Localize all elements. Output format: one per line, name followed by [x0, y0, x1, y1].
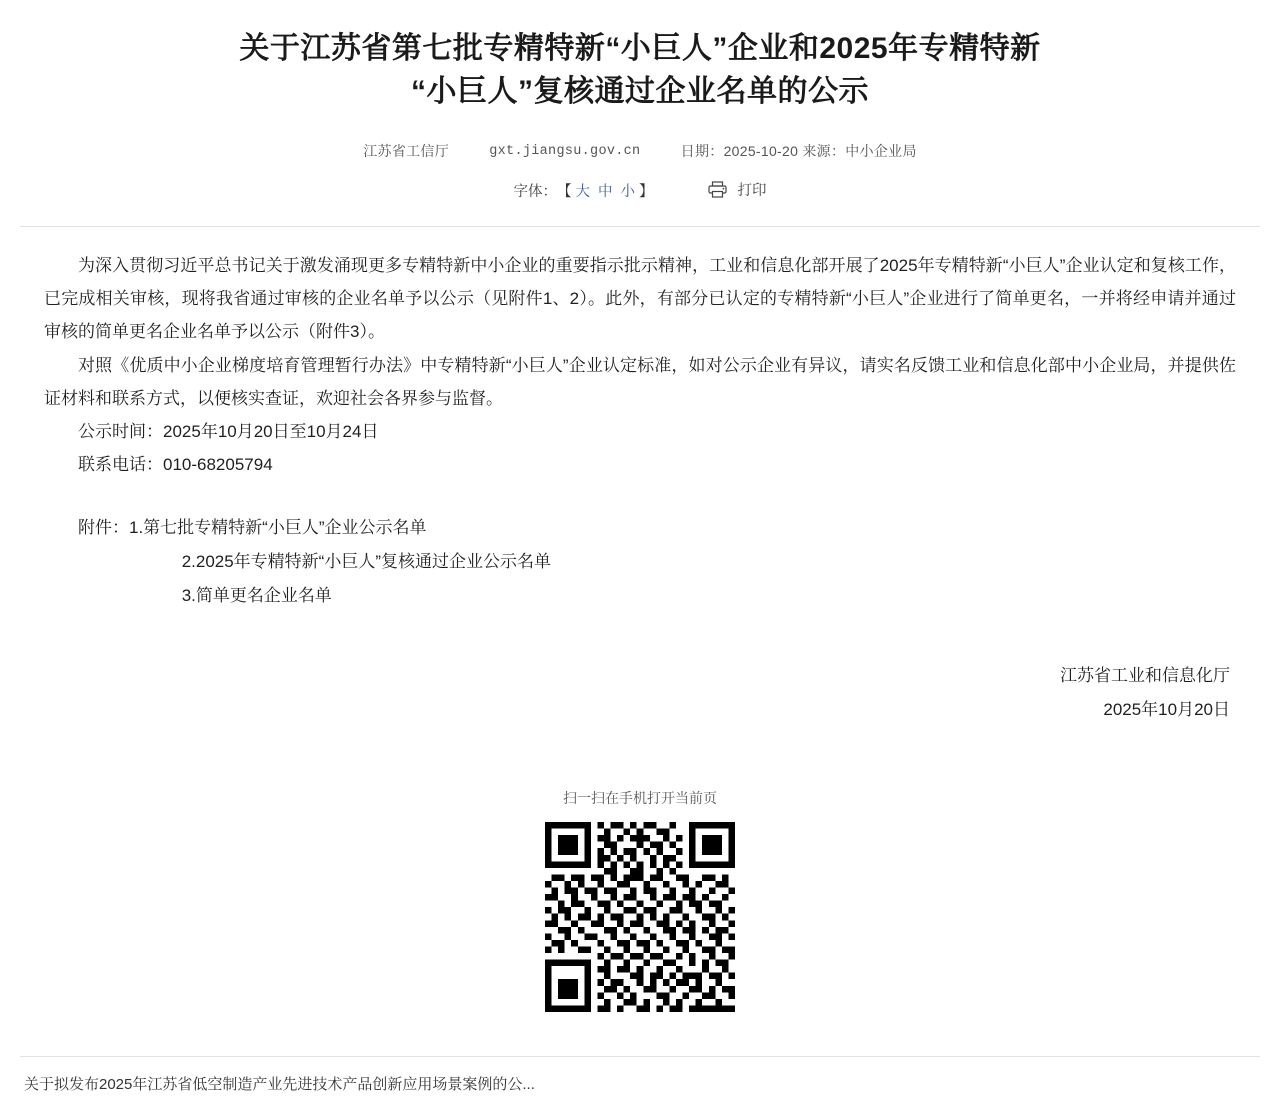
- bracket-left: 【: [556, 184, 572, 201]
- attachments-list: [44, 511, 1236, 613]
- signature-org: 江苏省工业和信息化厅: [1060, 666, 1230, 686]
- font-size-large-button[interactable]: 大: [575, 184, 590, 201]
- printer-icon: [708, 181, 727, 202]
- font-size-options: [557, 180, 654, 201]
- meta-site-url[interactable]: gxt.jiangsu.gov.cn: [489, 143, 641, 159]
- page-title: [100, 28, 1180, 113]
- print-button[interactable]: [708, 179, 767, 202]
- attachment-item-1[interactable]: 附件：1.第七批专精特新“小巨人”企业公示名单: [78, 518, 427, 538]
- qr-caption: 扫一扫在手机打开当前页: [563, 790, 717, 807]
- document-tools: [100, 179, 1180, 202]
- print-label: 打印: [737, 183, 767, 200]
- font-size-label: 字体：: [513, 184, 557, 201]
- title-block: [20, 0, 1260, 202]
- page-title-line-2: “小巨人”复核通过企业名单的公示: [411, 74, 869, 108]
- bracket-right: 】: [638, 184, 654, 201]
- font-size-small-button[interactable]: 小: [620, 184, 635, 201]
- contact-phone: 联系电话：010-68205794: [78, 455, 273, 475]
- attachment-item-2[interactable]: 2.2025年专精特新“小巨人”复核通过企业公示名单: [181, 552, 552, 572]
- meta-department: 江苏省工信厅: [363, 143, 450, 160]
- font-size-medium-button[interactable]: 中: [597, 184, 613, 201]
- signature-date: 2025年10月20日: [1103, 700, 1230, 720]
- notice-time: 公示时间：2025年10月20日至10月24日: [78, 421, 379, 441]
- signature-block: [44, 659, 1236, 727]
- qr-code-image: [545, 822, 735, 1023]
- meta-date-source: 日期：2025-10-20 来源：中小企业局: [680, 143, 917, 160]
- document-meta: [100, 141, 1180, 161]
- qr-block: [44, 785, 1236, 1023]
- body-paragraph-1: 为深入贯彻习近平总书记关于激发涌现更多专精特新中小企业的重要指示批示精神，工业和信息化部开展了2025年专精特新“小巨人”企业认定和复核工作，已完成相关审核，现将我省通过审核的企业名单予以公示（见附件1、2）。此外，有部分已认定的专精特新“小巨人”企业进行了简单更名，一并将经申请并通过审核的简单更名企业名单予以公示（附件3）。: [44, 256, 1236, 342]
- document-body: [20, 227, 1260, 1023]
- related-article-link[interactable]: 关于拟发布2025年江苏省低空制造产业先进技术产品创新应用场景案例的公...: [24, 1076, 535, 1093]
- attachment-item-3[interactable]: 3.简单更名企业名单: [181, 586, 332, 606]
- page-title-line-1: 关于江苏省第七批专精特新“小巨人”企业和2025年专精特新: [239, 32, 1041, 65]
- body-paragraph-2: 对照《优质中小企业梯度培育管理暂行办法》中专精特新“小巨人”企业认定标准，如对公示企业有异议，请实名反馈工业和信息化部中小企业局，并提供佐证材料和联系方式，以便核实查证，欢迎社会各界参与监督。: [44, 355, 1236, 408]
- footer-related-link-bar: [20, 1056, 1260, 1110]
